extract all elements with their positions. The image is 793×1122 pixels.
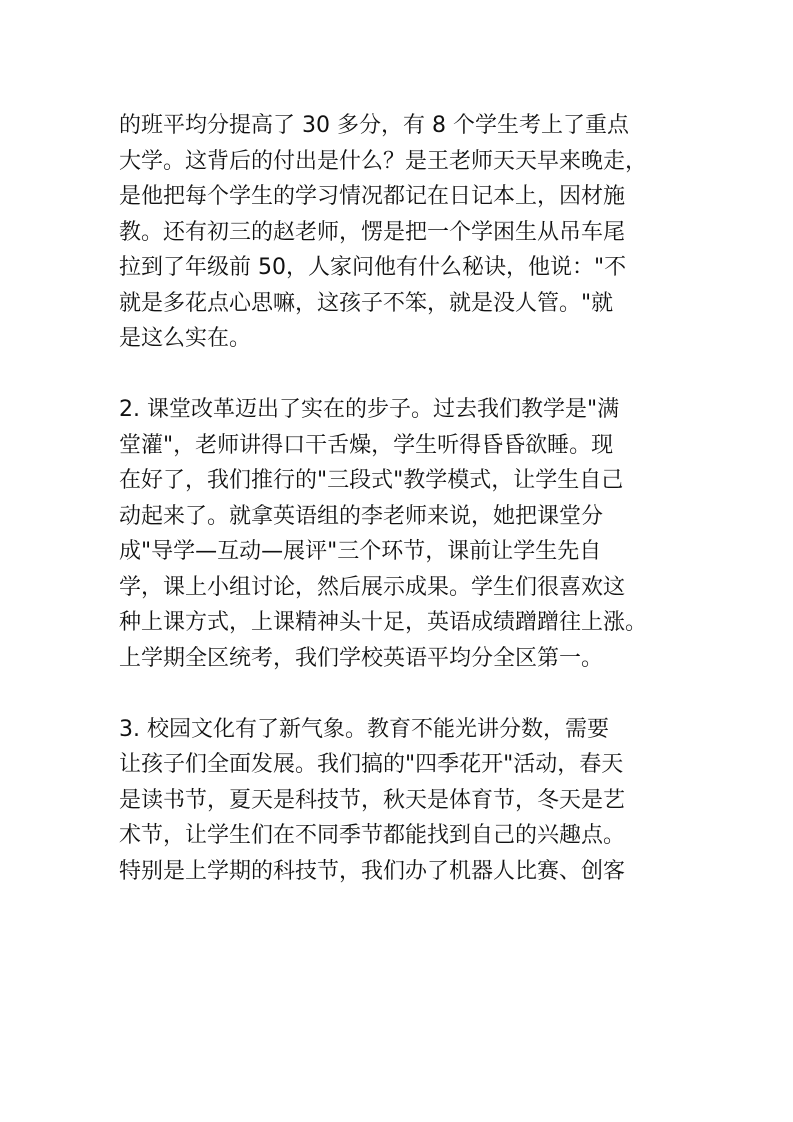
text-line: 拉到了年级前 50，人家问他有什么秘诀，他说："不 <box>119 255 627 280</box>
paragraph-campus-culture <box>119 712 689 890</box>
text-line: 特别是上学期的科技节，我们办了机器人比赛、创客 <box>119 858 626 884</box>
text-line: 堂灌"，老师讲得口干舌燥，学生听得昏昏欲睡。现 <box>119 432 614 458</box>
text-line: 的班平均分提高了 30 多分，有 8 个学生考上了重点 <box>119 113 629 138</box>
paragraph-spacer <box>119 676 689 712</box>
text-line: 教。还有初三的赵老师，愣是把一个学困生从吊车尾 <box>119 219 626 245</box>
paragraph-teacher-efforts <box>119 108 689 357</box>
text-line: 学，课上小组讨论，然后展示成果。学生们很喜欢这 <box>119 574 626 600</box>
text-line: 2. 课堂改革迈出了实在的步子。过去我们教学是"满 <box>119 397 620 422</box>
text-line: 上学期全区统考，我们学校英语平均分全区第一。 <box>119 645 604 671</box>
text-line: 大学。这背后的付出是什么？是王老师天天早来晚走， <box>119 148 648 174</box>
paragraph-classroom-reform <box>119 392 689 676</box>
document-body <box>119 108 689 889</box>
text-line: 是读书节，夏天是科技节，秋天是体育节，冬天是艺 <box>119 787 626 813</box>
text-line: 种上课方式，上课精神头十足，英语成绩蹭蹭往上涨。 <box>119 610 648 635</box>
text-line: 就是多花点心思嘛，这孩子不笨，就是没人管。"就 <box>119 290 614 316</box>
paragraph-spacer <box>119 357 689 393</box>
text-line: 3. 校园文化有了新气象。教育不能光讲分数，需要 <box>119 716 609 742</box>
text-line: 让孩子们全面发展。我们搞的"四季花开"活动，春天 <box>119 752 624 777</box>
text-line: 是他把每个学生的学习情况都记在日记本上，因材施 <box>119 184 626 209</box>
text-line: 成"导学—互动—展评"三个环节，课前让学生先自 <box>119 539 602 564</box>
text-line: 在好了，我们推行的"三段式"教学模式，让学生自己 <box>119 468 624 493</box>
text-line: 是这么实在。 <box>119 326 252 351</box>
text-line: 动起来了。就拿英语组的李老师来说，她把课堂分 <box>119 503 604 529</box>
text-line: 术节，让学生们在不同季节都能找到自己的兴趣点。 <box>119 823 626 848</box>
